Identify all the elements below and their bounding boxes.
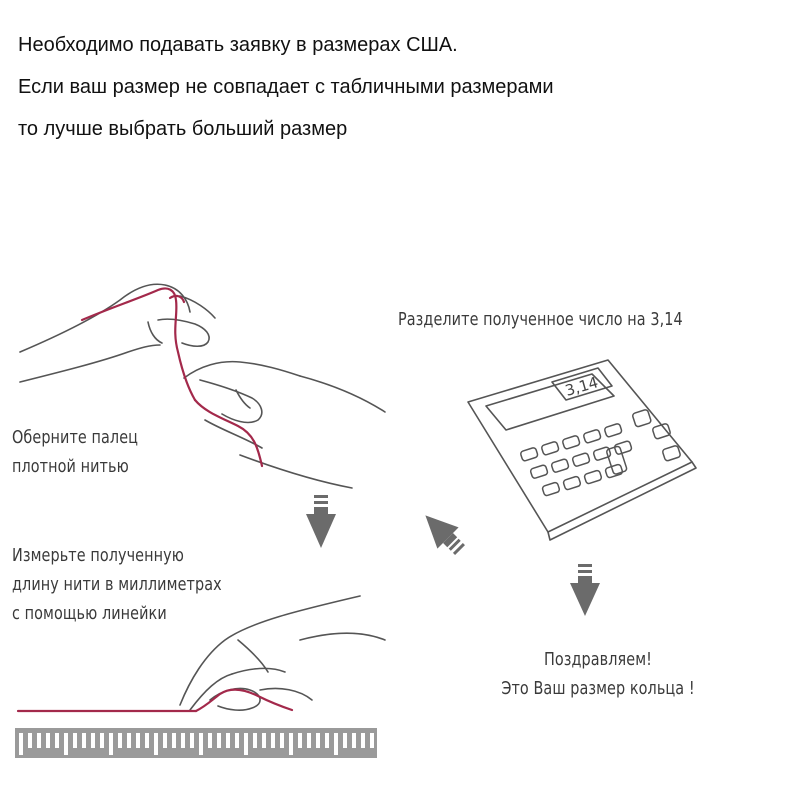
ruler-tick	[181, 733, 185, 748]
step-wrap-line-1: Оберните палец	[12, 427, 139, 448]
ruler-tick	[199, 733, 203, 755]
ruler-tick	[253, 733, 257, 748]
ruler-tick	[334, 733, 338, 755]
calculator-key	[542, 482, 560, 496]
ruler-tick	[289, 733, 293, 755]
step-wrap-text	[12, 423, 138, 481]
calculator-key	[632, 409, 652, 427]
ruler-tick	[208, 733, 212, 748]
ruler-tick	[298, 733, 302, 748]
ruler-tick	[370, 733, 374, 748]
ruler-tick	[172, 733, 176, 748]
step-wrap-line-2: плотной нитью	[12, 456, 129, 477]
intro-line-2: Если ваш размер не совпадает с табличными размерами	[18, 76, 554, 98]
step-measure-line-3: с помощью линейки	[12, 603, 167, 624]
ruler-tick	[271, 733, 275, 748]
calculator-key	[605, 464, 623, 478]
calculator-key	[583, 429, 601, 443]
ruler-tick	[109, 733, 113, 755]
step-measure-line-1: Измерьте полученную	[12, 545, 184, 566]
calculator-key	[563, 476, 581, 490]
calculator-key	[530, 464, 548, 478]
ruler-tick	[91, 733, 95, 748]
ruler-tick	[46, 733, 50, 748]
ruler-tick	[235, 733, 239, 748]
ruler-tick	[127, 733, 131, 748]
down-arrow-icon	[570, 564, 600, 616]
ruler-tick	[343, 733, 347, 748]
ruler-tick	[244, 733, 248, 755]
ruler-tick	[262, 733, 266, 748]
step-result-text	[462, 645, 734, 703]
ruler-tick	[163, 733, 167, 748]
ruler-tick	[28, 733, 32, 748]
calculator-key	[584, 470, 602, 484]
calculator-key	[520, 447, 538, 461]
step-measure-line-2: длину нити в миллиметрах	[12, 574, 222, 595]
ruler-tick	[154, 733, 158, 755]
calculator-key	[604, 423, 622, 437]
ruler-tick	[100, 733, 104, 748]
ruler-tick	[352, 733, 356, 748]
calculator-icon	[468, 360, 696, 540]
step-result-line-1: Поздравляем!	[543, 649, 653, 670]
ruler-tick	[361, 733, 365, 748]
ruler-tick	[118, 733, 122, 748]
calculator-key	[614, 440, 632, 454]
ruler-tick	[136, 733, 140, 748]
ruler-tick	[82, 733, 86, 748]
calculator-key	[662, 445, 681, 461]
ruler-tick	[37, 733, 41, 748]
calculator-key	[652, 423, 671, 439]
ruler-tick	[316, 733, 320, 748]
calculator-key	[541, 441, 559, 455]
intro-line-1: Необходимо подавать заявку в размерах США.	[18, 34, 458, 56]
step-divide-line: Разделите полученное число на 3,14	[398, 309, 683, 330]
ruler-tick	[217, 733, 221, 748]
ruler-tick	[280, 733, 284, 748]
calculator-key	[551, 458, 569, 472]
up-right-arrow-icon	[415, 505, 471, 561]
calculator-key	[572, 452, 590, 466]
calculator-display: 3,14	[563, 373, 601, 400]
ruler-tick	[226, 733, 230, 748]
ruler-icon	[15, 728, 377, 758]
ruler-tick	[145, 733, 149, 748]
ruler-tick	[73, 733, 77, 748]
ruler-tick	[64, 733, 68, 755]
ruler-tick	[19, 733, 23, 755]
step-measure-text	[12, 541, 222, 628]
ruler-tick	[190, 733, 194, 748]
step-result-line-2: Это Ваш размер кольца !	[501, 678, 695, 699]
ruler-tick	[55, 733, 59, 748]
intro-line-3: то лучше выбрать больший размер	[18, 118, 348, 140]
step-divide-text	[398, 305, 683, 334]
ruler-tick	[325, 733, 329, 748]
calculator-key	[562, 435, 580, 449]
down-arrow-icon	[306, 495, 336, 548]
ruler-tick	[307, 733, 311, 748]
